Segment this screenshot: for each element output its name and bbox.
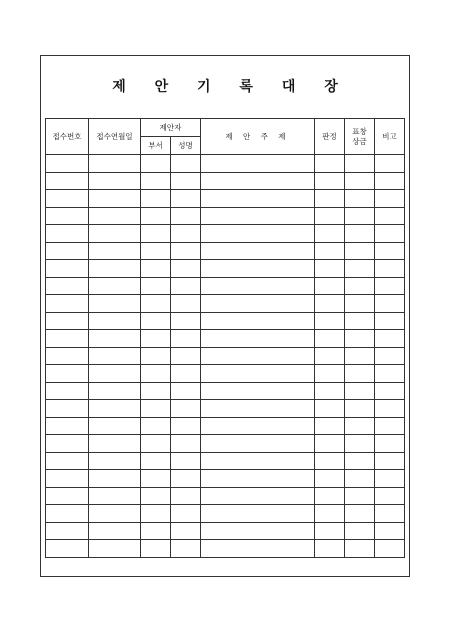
cell-receipt-date — [89, 435, 141, 453]
header-subject: 제 안 주 제 — [201, 119, 315, 155]
cell-receipt-number — [46, 540, 89, 558]
cell-department — [141, 260, 171, 278]
cell-decision — [315, 470, 345, 488]
cell-department — [141, 522, 171, 540]
cell-award — [345, 435, 375, 453]
cell-subject — [201, 505, 315, 523]
cell-department — [141, 330, 171, 348]
cell-department — [141, 295, 171, 313]
cell-decision — [315, 417, 345, 435]
table-row — [46, 242, 405, 260]
cell-remarks — [375, 330, 405, 348]
cell-remarks — [375, 487, 405, 505]
header-decision: 판정 — [315, 119, 345, 155]
cell-award — [345, 487, 375, 505]
cell-receipt-number — [46, 487, 89, 505]
cell-receipt-date — [89, 417, 141, 435]
cell-name — [171, 190, 201, 208]
cell-subject — [201, 277, 315, 295]
cell-subject — [201, 260, 315, 278]
cell-name — [171, 365, 201, 383]
cell-receipt-date — [89, 452, 141, 470]
cell-award — [345, 207, 375, 225]
cell-award — [345, 470, 375, 488]
cell-department — [141, 277, 171, 295]
header-receipt-number: 접수번호 — [46, 119, 89, 155]
cell-subject — [201, 487, 315, 505]
cell-award — [345, 347, 375, 365]
cell-decision — [315, 190, 345, 208]
cell-remarks — [375, 172, 405, 190]
cell-award — [345, 295, 375, 313]
cell-receipt-date — [89, 242, 141, 260]
document-title: 제 안 기 록 대 장 — [112, 79, 350, 95]
cell-award — [345, 190, 375, 208]
cell-name — [171, 487, 201, 505]
cell-decision — [315, 330, 345, 348]
cell-department — [141, 172, 171, 190]
cell-department — [141, 540, 171, 558]
table-header — [46, 119, 405, 155]
table-row — [46, 540, 405, 558]
cell-decision — [315, 382, 345, 400]
header-department: 부서 — [141, 137, 171, 155]
cell-receipt-number — [46, 190, 89, 208]
cell-subject — [201, 417, 315, 435]
cell-remarks — [375, 260, 405, 278]
cell-decision — [315, 260, 345, 278]
cell-department — [141, 242, 171, 260]
table-row — [46, 487, 405, 505]
cell-department — [141, 435, 171, 453]
cell-remarks — [375, 312, 405, 330]
cell-receipt-number — [46, 435, 89, 453]
cell-remarks — [375, 400, 405, 418]
cell-decision — [315, 242, 345, 260]
table-row — [46, 312, 405, 330]
cell-department — [141, 225, 171, 243]
cell-name — [171, 312, 201, 330]
cell-receipt-number — [46, 225, 89, 243]
cell-award — [345, 417, 375, 435]
cell-decision — [315, 347, 345, 365]
cell-receipt-number — [46, 505, 89, 523]
cell-remarks — [375, 435, 405, 453]
cell-department — [141, 452, 171, 470]
cell-receipt-date — [89, 155, 141, 173]
cell-award — [345, 365, 375, 383]
cell-decision — [315, 487, 345, 505]
cell-award — [345, 330, 375, 348]
cell-decision — [315, 365, 345, 383]
table-row — [46, 417, 405, 435]
cell-receipt-number — [46, 295, 89, 313]
cell-decision — [315, 400, 345, 418]
cell-subject — [201, 382, 315, 400]
cell-remarks — [375, 155, 405, 173]
cell-receipt-date — [89, 207, 141, 225]
table-row — [46, 330, 405, 348]
cell-receipt-number — [46, 400, 89, 418]
cell-receipt-date — [89, 277, 141, 295]
cell-name — [171, 277, 201, 295]
cell-department — [141, 312, 171, 330]
cell-decision — [315, 505, 345, 523]
cell-award — [345, 382, 375, 400]
cell-award — [345, 505, 375, 523]
cell-department — [141, 365, 171, 383]
cell-receipt-number — [46, 277, 89, 295]
cell-receipt-number — [46, 242, 89, 260]
cell-department — [141, 155, 171, 173]
cell-receipt-date — [89, 382, 141, 400]
cell-name — [171, 155, 201, 173]
table-row — [46, 347, 405, 365]
table-row — [46, 435, 405, 453]
header-award-prize: 상금 — [352, 136, 367, 146]
cell-receipt-number — [46, 312, 89, 330]
cell-subject — [201, 365, 315, 383]
header-award — [345, 119, 375, 155]
cell-subject — [201, 190, 315, 208]
cell-decision — [315, 277, 345, 295]
cell-remarks — [375, 347, 405, 365]
cell-decision — [315, 452, 345, 470]
cell-name — [171, 242, 201, 260]
cell-subject — [201, 522, 315, 540]
cell-receipt-number — [46, 330, 89, 348]
cell-subject — [201, 452, 315, 470]
table-row — [46, 470, 405, 488]
cell-subject — [201, 470, 315, 488]
cell-remarks — [375, 225, 405, 243]
cell-receipt-number — [46, 417, 89, 435]
cell-award — [345, 277, 375, 295]
cell-name — [171, 452, 201, 470]
cell-receipt-date — [89, 225, 141, 243]
cell-decision — [315, 172, 345, 190]
table-row — [46, 400, 405, 418]
cell-subject — [201, 207, 315, 225]
cell-receipt-date — [89, 470, 141, 488]
cell-subject — [201, 155, 315, 173]
cell-name — [171, 295, 201, 313]
table-body — [46, 155, 405, 558]
table-row — [46, 155, 405, 173]
cell-subject — [201, 242, 315, 260]
table-row — [46, 522, 405, 540]
cell-receipt-number — [46, 260, 89, 278]
cell-name — [171, 505, 201, 523]
cell-decision — [315, 295, 345, 313]
cell-name — [171, 207, 201, 225]
table-row — [46, 207, 405, 225]
cell-remarks — [375, 295, 405, 313]
cell-receipt-number — [46, 172, 89, 190]
header-name: 성명 — [171, 137, 201, 155]
cell-award — [345, 540, 375, 558]
cell-remarks — [375, 190, 405, 208]
cell-award — [345, 522, 375, 540]
cell-decision — [315, 225, 345, 243]
cell-receipt-date — [89, 347, 141, 365]
table-row — [46, 382, 405, 400]
cell-remarks — [375, 505, 405, 523]
cell-department — [141, 382, 171, 400]
cell-department — [141, 190, 171, 208]
cell-receipt-number — [46, 365, 89, 383]
cell-receipt-date — [89, 295, 141, 313]
cell-name — [171, 522, 201, 540]
cell-remarks — [375, 382, 405, 400]
cell-receipt-date — [89, 540, 141, 558]
table-row — [46, 295, 405, 313]
cell-subject — [201, 400, 315, 418]
cell-receipt-date — [89, 260, 141, 278]
cell-decision — [315, 522, 345, 540]
cell-receipt-number — [46, 155, 89, 173]
cell-subject — [201, 330, 315, 348]
cell-receipt-number — [46, 347, 89, 365]
cell-name — [171, 172, 201, 190]
cell-subject — [201, 347, 315, 365]
cell-name — [171, 225, 201, 243]
cell-receipt-date — [89, 505, 141, 523]
cell-department — [141, 417, 171, 435]
cell-subject — [201, 540, 315, 558]
cell-receipt-date — [89, 487, 141, 505]
cell-remarks — [375, 242, 405, 260]
cell-decision — [315, 312, 345, 330]
cell-name — [171, 260, 201, 278]
table-row — [46, 225, 405, 243]
cell-award — [345, 260, 375, 278]
cell-subject — [201, 295, 315, 313]
cell-subject — [201, 172, 315, 190]
cell-receipt-date — [89, 522, 141, 540]
cell-award — [345, 155, 375, 173]
cell-subject — [201, 435, 315, 453]
cell-receipt-number — [46, 382, 89, 400]
cell-name — [171, 470, 201, 488]
cell-remarks — [375, 540, 405, 558]
cell-department — [141, 470, 171, 488]
header-receipt-date: 접수연월일 — [89, 119, 141, 155]
cell-department — [141, 347, 171, 365]
cell-receipt-date — [89, 312, 141, 330]
cell-receipt-date — [89, 190, 141, 208]
cell-remarks — [375, 417, 405, 435]
cell-name — [171, 540, 201, 558]
cell-name — [171, 347, 201, 365]
cell-name — [171, 400, 201, 418]
header-remarks: 비고 — [375, 119, 405, 155]
proposal-record-table — [45, 118, 405, 558]
cell-name — [171, 382, 201, 400]
table-row — [46, 260, 405, 278]
cell-receipt-number — [46, 207, 89, 225]
cell-receipt-number — [46, 470, 89, 488]
cell-receipt-number — [46, 452, 89, 470]
cell-receipt-date — [89, 365, 141, 383]
cell-receipt-date — [89, 400, 141, 418]
cell-decision — [315, 155, 345, 173]
table-row — [46, 452, 405, 470]
cell-decision — [315, 207, 345, 225]
cell-department — [141, 207, 171, 225]
cell-award — [345, 400, 375, 418]
cell-remarks — [375, 452, 405, 470]
table-row — [46, 505, 405, 523]
cell-remarks — [375, 522, 405, 540]
cell-department — [141, 400, 171, 418]
cell-subject — [201, 312, 315, 330]
cell-decision — [315, 540, 345, 558]
cell-remarks — [375, 470, 405, 488]
cell-award — [345, 242, 375, 260]
cell-award — [345, 172, 375, 190]
cell-name — [171, 330, 201, 348]
cell-name — [171, 417, 201, 435]
cell-department — [141, 487, 171, 505]
table-row — [46, 190, 405, 208]
cell-receipt-date — [89, 172, 141, 190]
cell-award — [345, 225, 375, 243]
table-row — [46, 277, 405, 295]
cell-award — [345, 312, 375, 330]
cell-receipt-date — [89, 330, 141, 348]
cell-remarks — [375, 207, 405, 225]
cell-decision — [315, 435, 345, 453]
cell-remarks — [375, 277, 405, 295]
cell-name — [171, 435, 201, 453]
cell-award — [345, 452, 375, 470]
table-row — [46, 365, 405, 383]
header-award-commendation: 표창 — [352, 126, 367, 136]
cell-receipt-number — [46, 522, 89, 540]
cell-department — [141, 505, 171, 523]
table-row — [46, 172, 405, 190]
header-proposer: 제안자 — [141, 119, 201, 137]
cell-remarks — [375, 365, 405, 383]
cell-subject — [201, 225, 315, 243]
